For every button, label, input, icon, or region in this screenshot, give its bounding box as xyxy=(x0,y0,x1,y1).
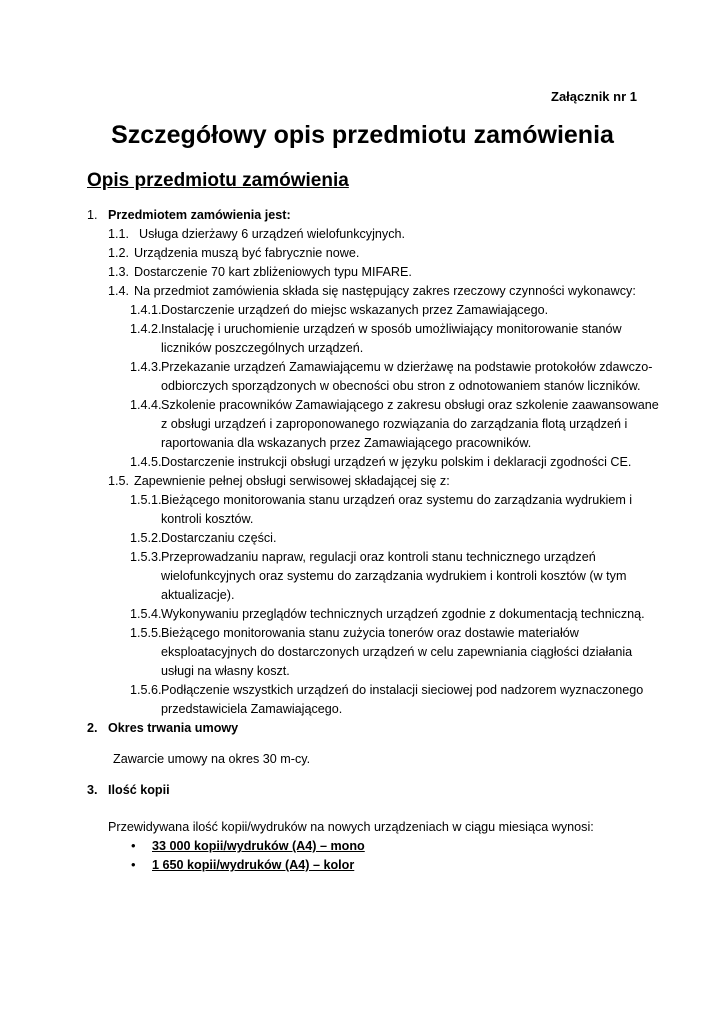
bullet-mono-copies: 33 000 kopii/wydruków (A4) – mono xyxy=(152,839,365,853)
item-1-2-text: Urządzenia muszą być fabrycznie nowe. xyxy=(134,246,360,260)
item-1-5-6-number: 1.5.6. xyxy=(130,683,162,697)
item-1-5-4-number: 1.5.4. xyxy=(130,607,162,621)
section-2-text: Zawarcie umowy na okres 30 m-cy. xyxy=(113,752,311,766)
item-1-4-1-number: 1.4.1. xyxy=(130,303,162,317)
item-1-4-4-line3: raportowania dla wskazanych przez Zamawiającego pracowników. xyxy=(161,436,532,450)
item-1-4-3-line1: Przekazanie urządzeń Zamawiającemu w dzierżawę na podstawie protokołów zdawczo- xyxy=(161,360,653,374)
bullet-marker: • xyxy=(131,838,136,853)
bullet-color-copies: 1 650 kopii/wydruków (A4) – kolor xyxy=(152,858,355,872)
item-1-5-5-line3: usługi na własny koszt. xyxy=(161,664,290,678)
section-2-number: 2. xyxy=(87,721,98,735)
item-1-4-2-number: 1.4.2. xyxy=(130,322,162,336)
item-1-5-2-number: 1.5.2. xyxy=(130,531,162,545)
item-1-4-text: Na przedmiot zamówienia składa się następujący zakres rzeczowy czynności wykonawcy: xyxy=(134,284,636,298)
section-2-heading: Okres trwania umowy xyxy=(108,721,239,735)
section-1-number: 1. xyxy=(87,208,98,222)
section-3-heading: Ilość kopii xyxy=(108,783,170,797)
item-1-5-5-line2: eksploatacyjnych do dostarczonych urządzeń w celu zapewniania ciągłości działania xyxy=(161,645,633,659)
item-1-5-3-line2: wielofunkcyjnych oraz systemu do zarządzania wydrukiem i kontroli kosztów (w tym xyxy=(161,569,627,583)
item-1-5-2-text: Dostarczaniu części. xyxy=(161,531,277,545)
item-1-4-5-text: Dostarczenie instrukcji obsługi urządzeń w języku polskim i deklaracji zgodności CE. xyxy=(161,455,632,469)
item-1-5-3-line1: Przeprowadzaniu napraw, regulacji oraz kontroli stanu technicznego urządzeń xyxy=(161,550,596,564)
item-1-2-number: 1.2. xyxy=(108,246,130,260)
item-1-5-1-number: 1.5.1. xyxy=(130,493,162,507)
item-1-4-2-line2: liczników poszczególnych urządzeń. xyxy=(161,341,364,355)
section-3-number: 3. xyxy=(87,783,98,797)
item-1-1-text: Usługa dzierżawy 6 urządzeń wielofunkcyjnych. xyxy=(139,227,405,241)
item-1-3-text: Dostarczenie 70 kart zbliżeniowych typu MIFARE. xyxy=(134,265,412,279)
section-1-heading: Przedmiotem zamówienia jest: xyxy=(108,208,291,222)
item-1-5-5-line1: Bieżącego monitorowania stanu zużycia tonerów oraz dostawie materiałów xyxy=(161,626,579,640)
section-3-text: Przewidywana ilość kopii/wydruków na nowych urządzeniach w ciągu miesiąca wynosi: xyxy=(108,820,594,834)
bullet-marker: • xyxy=(131,857,136,872)
item-1-5-3-number: 1.5.3. xyxy=(130,550,162,564)
item-1-3-number: 1.3. xyxy=(108,265,130,279)
item-1-4-4-line1: Szkolenie pracowników Zamawiającego z zakresu obsługi oraz szkolenie zaawansowane xyxy=(161,398,659,412)
item-1-5-1-line1: Bieżącego monitorowania stanu urządzeń oraz systemu do zarządzania wydrukiem i xyxy=(161,493,633,507)
item-1-4-3-line2: odbiorczych sporządzonych w obecności obu stron z odnotowaniem stanów liczników. xyxy=(161,379,641,393)
section-subtitle: Opis przedmiotu zamówienia xyxy=(87,170,349,191)
item-1-5-4-text: Wykonywaniu przeglądów technicznych urządzeń zgodnie z dokumentacją techniczną. xyxy=(161,607,645,621)
item-1-5-text: Zapewnienie pełnej obsługi serwisowej składającej się z: xyxy=(134,474,450,488)
item-1-4-3-number: 1.4.3. xyxy=(130,360,162,374)
item-1-4-2-line1: Instalację i uruchomienie urządzeń w sposób umożliwiający monitorowanie stanów xyxy=(161,322,622,336)
attachment-label: Załącznik nr 1 xyxy=(551,89,637,104)
item-1-5-6-line2: przedstawiciela Zamawiającego. xyxy=(161,702,343,716)
item-1-4-5-number: 1.4.5. xyxy=(130,455,162,469)
item-1-5-6-line1: Podłączenie wszystkich urządzeń do instalacji sieciowej pod nadzorem wyznaczonego xyxy=(161,683,644,697)
item-1-4-1-text: Dostarczenie urządzeń do miejsc wskazanych przez Zamawiającego. xyxy=(161,303,549,317)
item-1-1-number: 1.1. xyxy=(108,227,130,241)
item-1-4-4-line2: z obsługi urządzeń i zaproponowanego rozwiązania do zarządzania flotą urządzeń i xyxy=(161,417,628,431)
item-1-4-4-number: 1.4.4. xyxy=(130,398,162,412)
item-1-4-number: 1.4. xyxy=(108,284,130,298)
item-1-5-1-line2: kontroli kosztów. xyxy=(161,512,254,526)
item-1-5-3-line3: aktualizacje). xyxy=(161,588,235,602)
item-1-5-number: 1.5. xyxy=(108,474,130,488)
item-1-5-5-number: 1.5.5. xyxy=(130,626,162,640)
page-title: Szczegółowy opis przedmiotu zamówienia xyxy=(111,121,614,149)
